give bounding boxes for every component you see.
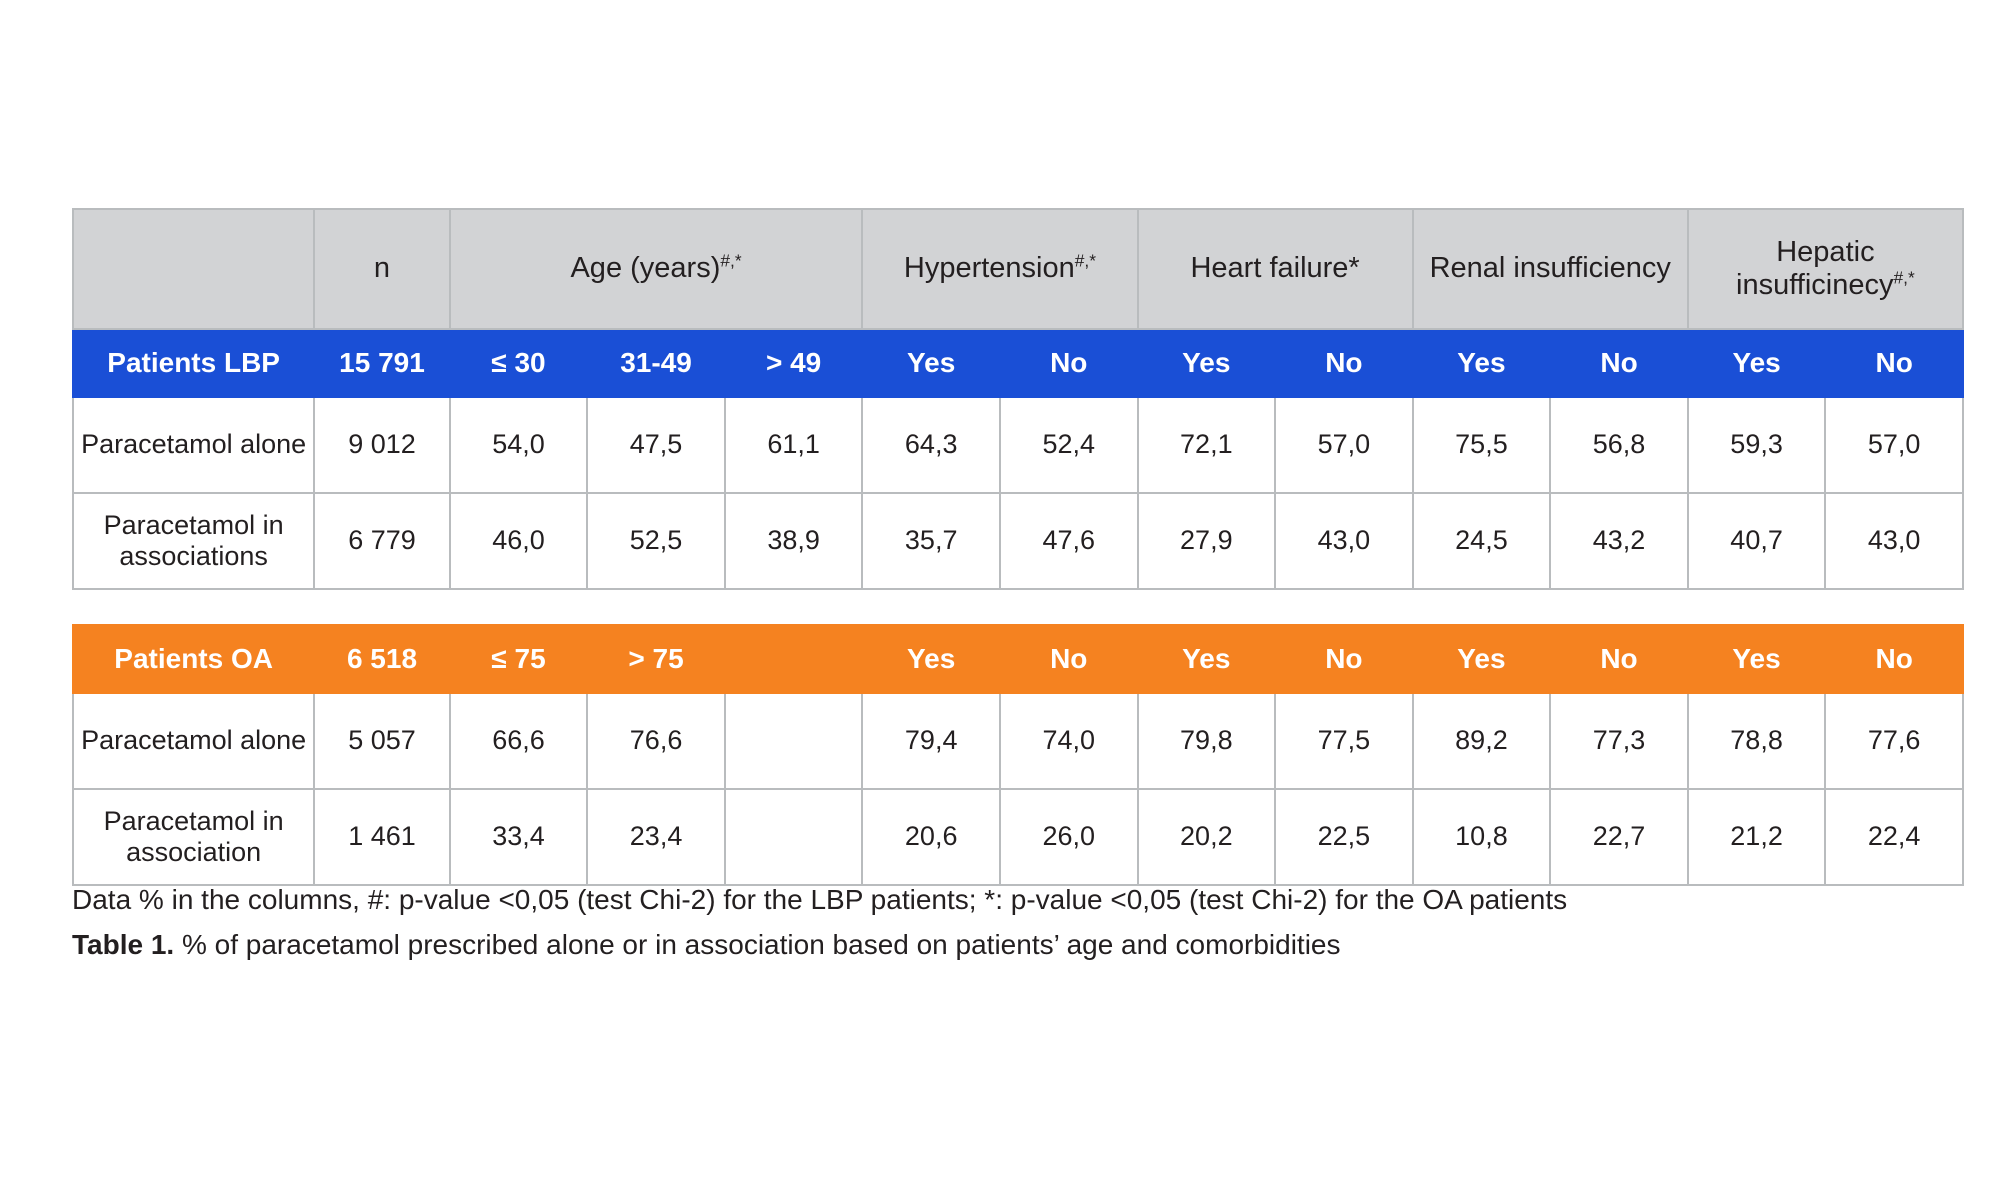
oa-table [72,624,1964,886]
header-renal-insufficiency: Renal insufficiency [1413,209,1688,329]
lbp-band-n: 15 791 [314,329,449,397]
lbp-band-age2: 31-49 [587,329,725,397]
caption-text: % of paracetamol prescribed alone or in association based on patients’ age and comorbidities [174,928,1341,960]
oa-band-age2: > 75 [587,625,725,693]
cell-hep-yes: 21,2 [1688,789,1826,885]
cell-hf-no: 57,0 [1275,397,1413,493]
header-age-label: Age (years) [570,252,721,285]
lbp-band-renal-no: No [1550,329,1688,397]
oa-band-row [73,625,1963,693]
row-label: Paracetamol alone [73,693,314,789]
table-row [73,493,1963,589]
cell-hep-no: 43,0 [1825,493,1963,589]
cell-renal-no: 22,7 [1550,789,1688,885]
cell-hep-no: 77,6 [1825,693,1963,789]
cell-hep-no: 57,0 [1825,397,1963,493]
cell-htn-yes: 20,6 [862,789,1000,885]
cell-hep-no: 22,4 [1825,789,1963,885]
oa-band-htn-no: No [1000,625,1138,693]
oa-band-htn-yes: Yes [862,625,1000,693]
oa-band-hep-no: No [1825,625,1963,693]
cell-age3: 38,9 [725,493,863,589]
header-hepatic-superscript: #,* [1893,267,1915,288]
cell-renal-no: 56,8 [1550,397,1688,493]
cell-hf-yes: 20,2 [1138,789,1276,885]
header-hypertension-superscript: #,* [1074,250,1097,271]
cell-age1: 33,4 [450,789,588,885]
cell-n: 6 779 [314,493,449,589]
cell-htn-yes: 35,7 [862,493,1000,589]
cell-n: 9 012 [314,397,449,493]
cell-age1: 54,0 [450,397,588,493]
cell-htn-no: 74,0 [1000,693,1138,789]
table-header-row [73,209,1963,329]
cell-n: 1 461 [314,789,449,885]
cell-hep-yes: 59,3 [1688,397,1826,493]
cell-age1: 66,6 [450,693,588,789]
oa-band-renal-no: No [1550,625,1688,693]
cell-hf-yes: 79,8 [1138,693,1276,789]
cell-htn-no: 47,6 [1000,493,1138,589]
oa-band-n: 6 518 [314,625,449,693]
cell-hf-no: 43,0 [1275,493,1413,589]
cell-renal-yes: 75,5 [1413,397,1551,493]
row-label: Paracetamol in associations [73,493,314,589]
header-age-superscript: #,* [720,250,742,271]
row-label: Paracetamol in association [73,789,314,885]
header-age [450,209,863,329]
cell-hep-yes: 40,7 [1688,493,1826,589]
lbp-band-hep-no: No [1825,329,1963,397]
comorbidity-table [72,208,1964,886]
oa-band-hep-yes: Yes [1688,625,1826,693]
cell-age2: 76,6 [587,693,725,789]
cell-n: 5 057 [314,693,449,789]
header-hypertension [862,209,1137,329]
oa-band-age1: ≤ 75 [450,625,588,693]
oa-band-hf-yes: Yes [1138,625,1276,693]
oa-band-label: Patients OA [73,625,314,693]
cell-age3 [725,693,863,789]
oa-band-renal-yes: Yes [1413,625,1551,693]
cell-htn-yes: 79,4 [862,693,1000,789]
lbp-band-htn-yes: Yes [862,329,1000,397]
lbp-band-row [73,329,1963,397]
caption-label: Table 1. [72,928,175,960]
table-section-gap [72,590,1964,624]
lbp-band-label: Patients LBP [73,329,314,397]
cell-age2: 47,5 [587,397,725,493]
cell-age2: 23,4 [587,789,725,885]
lbp-table [72,208,1964,590]
cell-htn-yes: 64,3 [862,397,1000,493]
cell-age1: 46,0 [450,493,588,589]
cell-htn-no: 52,4 [1000,397,1138,493]
lbp-band-hf-yes: Yes [1138,329,1276,397]
cell-renal-yes: 24,5 [1413,493,1551,589]
lbp-band-age3: > 49 [725,329,863,397]
oa-band-hf-no: No [1275,625,1413,693]
cell-hf-yes: 27,9 [1138,493,1276,589]
lbp-band-age1: ≤ 30 [450,329,588,397]
cell-renal-yes: 89,2 [1413,693,1551,789]
table-caption [72,925,1942,966]
header-corner-cell [73,209,314,329]
oa-band-age3 [725,625,863,693]
header-hepatic-label: Hepatic insufficinecy [1736,235,1894,301]
table-row [73,789,1963,885]
cell-hf-yes: 72,1 [1138,397,1276,493]
table-row [73,397,1963,493]
header-hypertension-label: Hypertension [903,252,1075,285]
header-hepatic-insufficiency [1688,209,1963,329]
lbp-band-renal-yes: Yes [1413,329,1551,397]
table-footnotes [72,880,1942,965]
cell-renal-no: 43,2 [1550,493,1688,589]
lbp-band-hf-no: No [1275,329,1413,397]
footnote-line: Data % in the columns, #: p-value <0,05 (test Chi-2) for the LBP patients; *: p-value <0,05 (test Chi-2) for the OA patients [72,884,1568,915]
cell-hep-yes: 78,8 [1688,693,1826,789]
cell-renal-yes: 10,8 [1413,789,1551,885]
cell-age3 [725,789,863,885]
header-n: n [314,209,449,329]
cell-htn-no: 26,0 [1000,789,1138,885]
header-heart-failure: Heart failure* [1138,209,1413,329]
table-row [73,693,1963,789]
lbp-band-hep-yes: Yes [1688,329,1826,397]
cell-age3: 61,1 [725,397,863,493]
cell-hf-no: 77,5 [1275,693,1413,789]
cell-age2: 52,5 [587,493,725,589]
lbp-band-htn-no: No [1000,329,1138,397]
cell-renal-no: 77,3 [1550,693,1688,789]
cell-hf-no: 22,5 [1275,789,1413,885]
row-label: Paracetamol alone [73,397,314,493]
